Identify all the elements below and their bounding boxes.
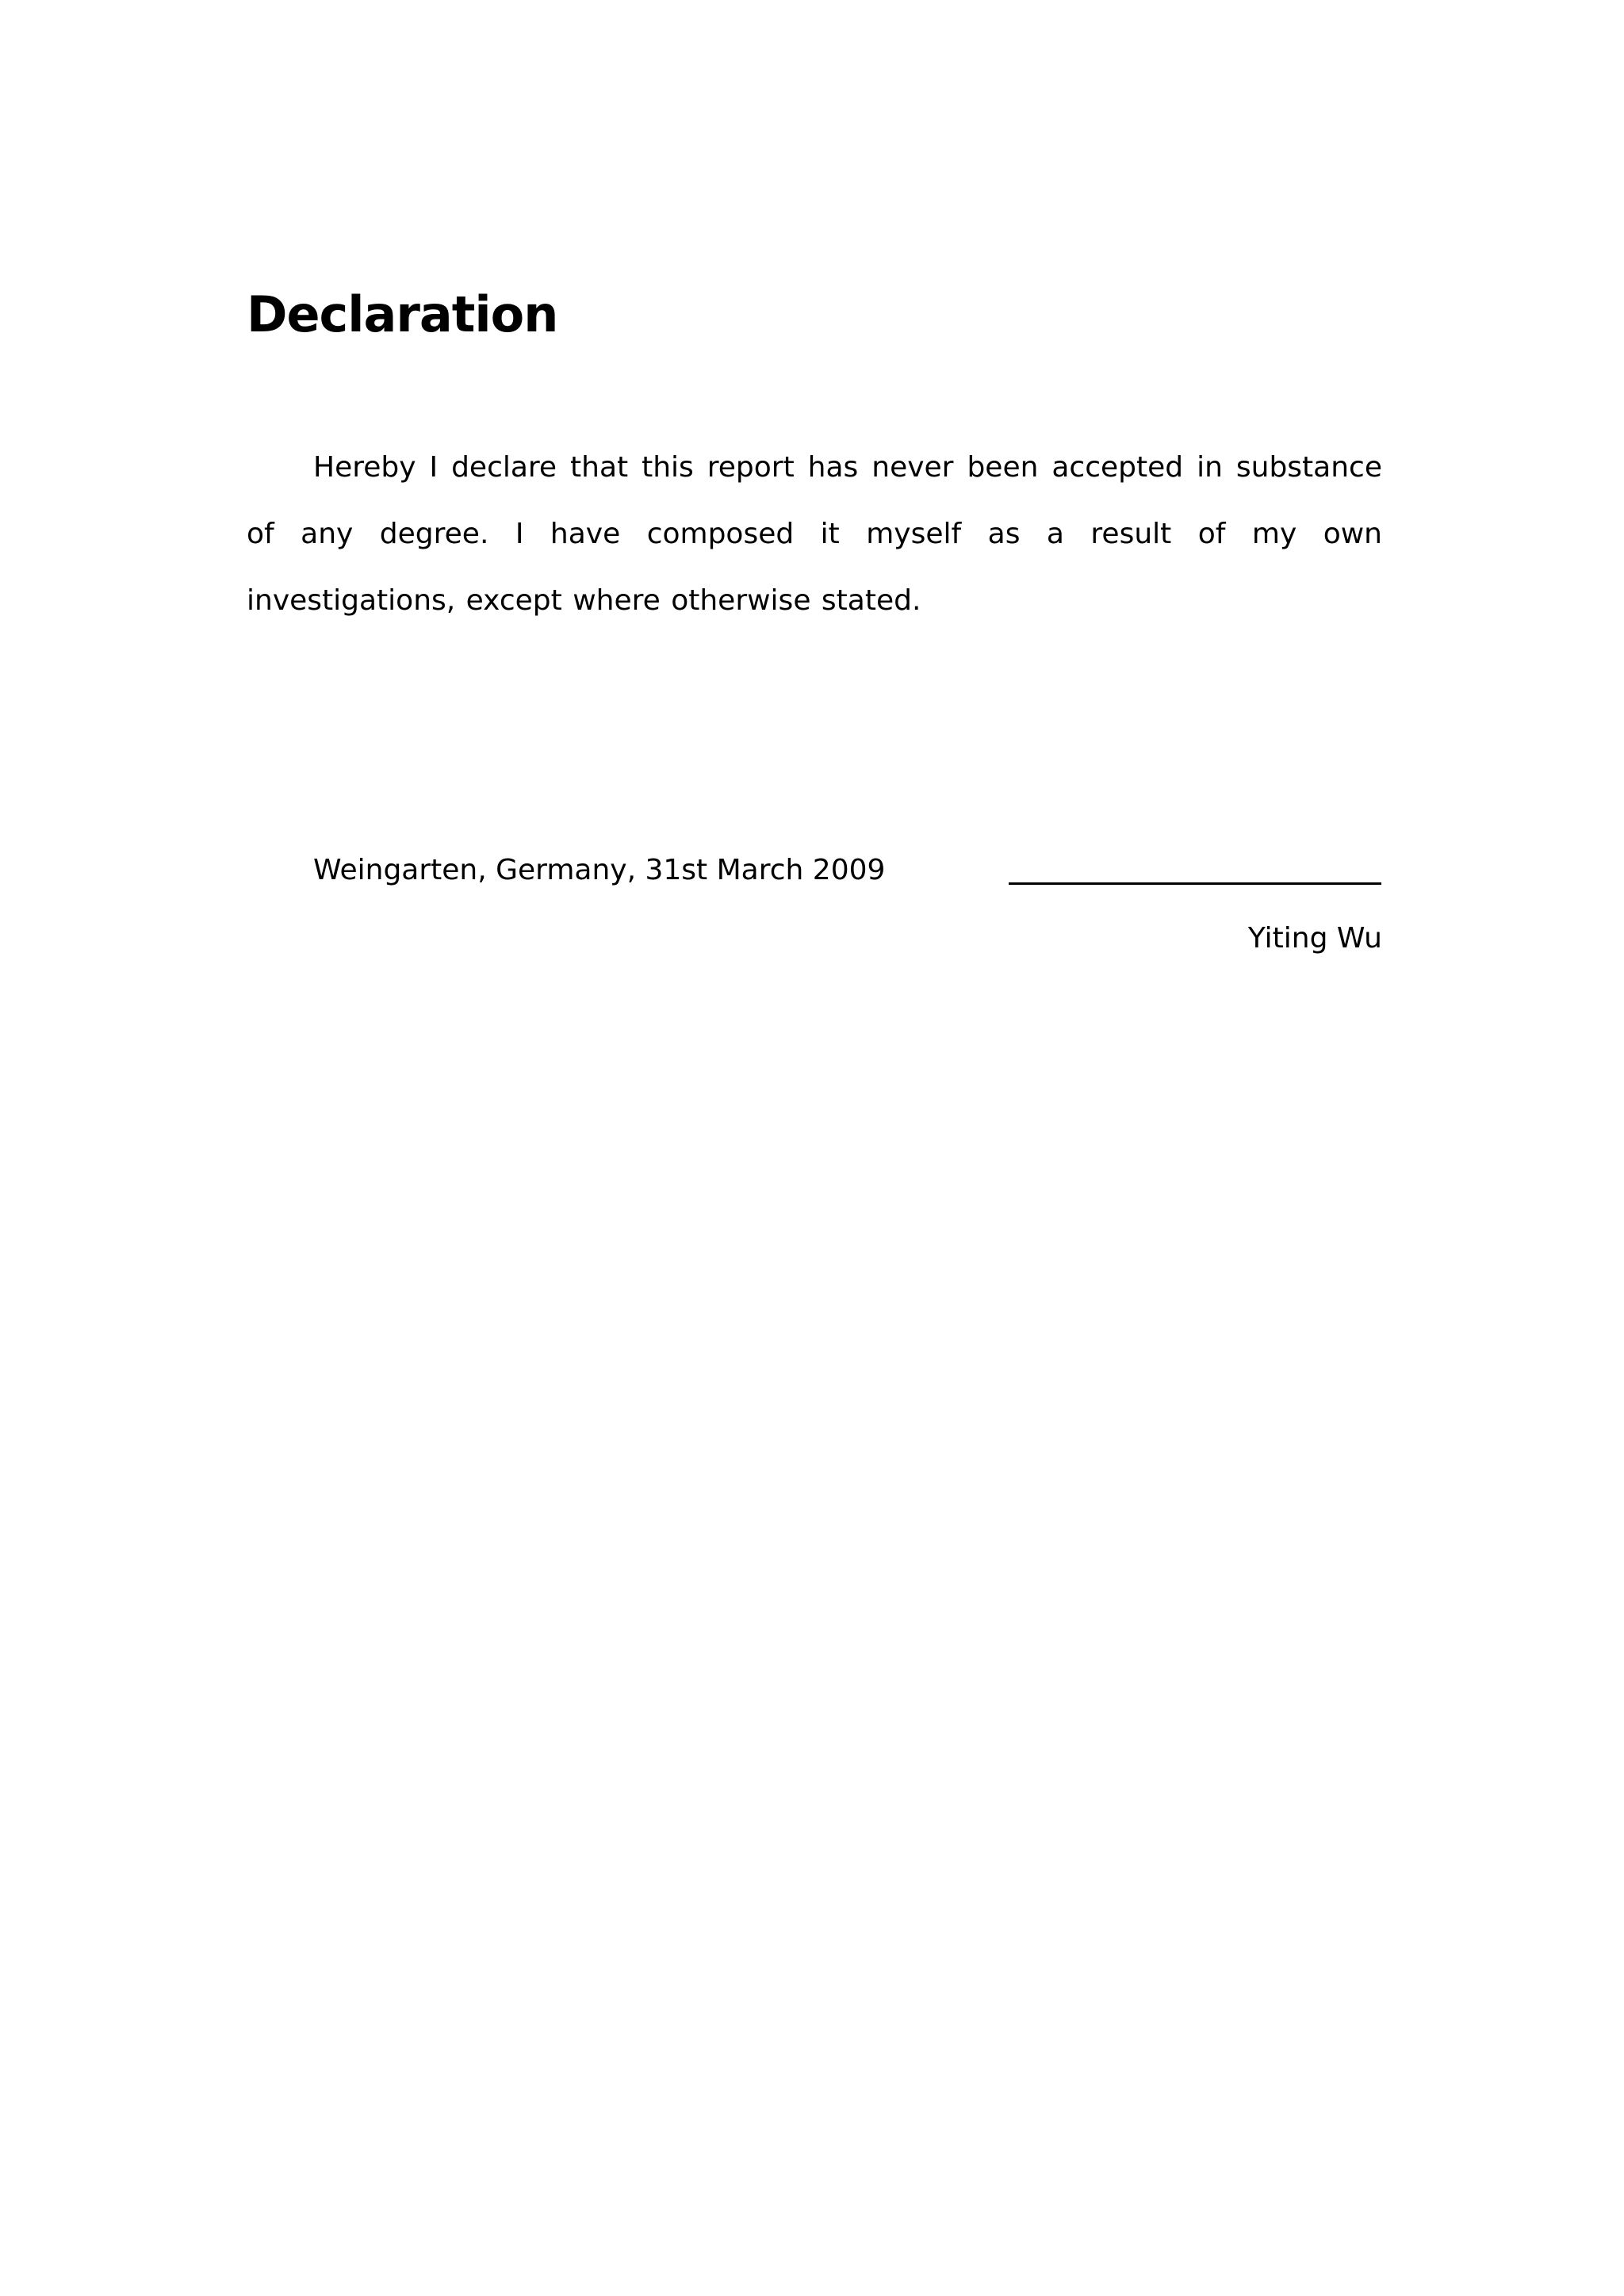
place-and-date: Weingarten, Germany, 31st March 2009: [313, 854, 886, 886]
signer-name: Yiting Wu: [1247, 922, 1382, 955]
page-title: Declaration: [247, 285, 558, 343]
signature-line: [1009, 882, 1381, 885]
declaration-paragraph: Hereby I declare that this report has never been accepted in substance of any degree. I have composed it myself as a result of my own investigations, except where otherwise stated.: [247, 451, 1382, 617]
